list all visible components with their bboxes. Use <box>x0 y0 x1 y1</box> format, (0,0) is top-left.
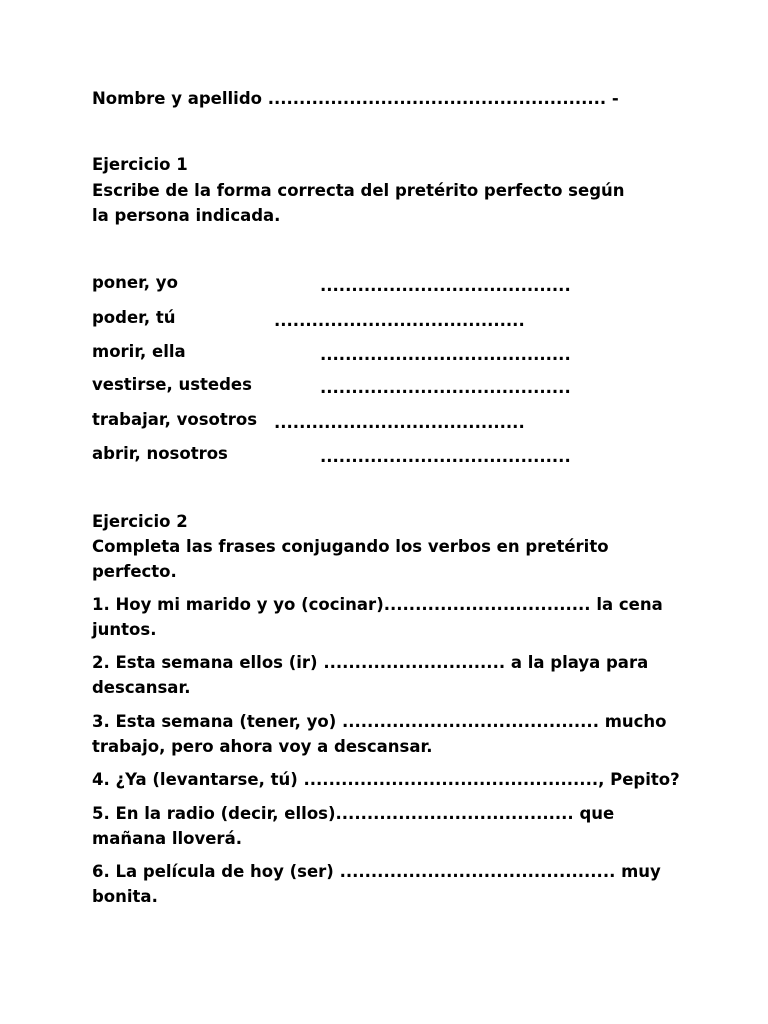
exercise2-sentence-line: bonita. <box>92 887 158 906</box>
exercise1-instruction-line-1: Escribe de la forma correcta del pretérito perfecto según <box>92 181 625 200</box>
exercise2-sentence-line: descansar. <box>92 678 191 697</box>
exercise2-sentence-line: 1. Hoy mi marido y yo (cocinar)................................. la cena <box>92 595 663 614</box>
exercise1-verb-label: vestirse, ustedes <box>92 375 252 394</box>
exercise1-answer-blank: ........................................ <box>274 311 525 330</box>
exercise1-answer-blank: ........................................ <box>274 413 525 432</box>
exercise2-sentence-line: 5. En la radio (decir, ellos)...................................... que <box>92 804 615 823</box>
exercise2-sentence-line: mañana lloverá. <box>92 829 242 848</box>
exercise1-instruction-line-2: la persona indicada. <box>92 206 281 225</box>
exercise1-answer-blank: ........................................ <box>320 447 571 466</box>
exercise1-verb-label: abrir, nosotros <box>92 444 228 463</box>
exercise1-answer-blank: ........................................ <box>320 345 571 364</box>
exercise2-sentence-line: 3. Esta semana (tener, yo) ......................................... mucho <box>92 712 667 731</box>
exercise2-sentence-line: juntos. <box>92 620 157 639</box>
exercise1-verb-label: poder, tú <box>92 308 176 327</box>
exercise1-answer-blank: ........................................ <box>320 378 571 397</box>
name-field-line: Nombre y apellido ...................................................... - <box>92 89 619 108</box>
exercise1-title: Ejercicio 1 <box>92 155 188 174</box>
exercise2-instruction-line-2: perfecto. <box>92 562 177 581</box>
exercise2-sentence-line: trabajo, pero ahora voy a descansar. <box>92 737 433 756</box>
exercise2-sentence-line: 6. La película de hoy (ser) ............................................ muy <box>92 862 661 881</box>
exercise2-title: Ejercicio 2 <box>92 512 188 531</box>
exercise1-answer-blank: ........................................ <box>320 276 571 295</box>
exercise2-sentence-line: 2. Esta semana ellos (ir) ............................. a la playa para <box>92 653 649 672</box>
exercise1-verb-label: morir, ella <box>92 342 186 361</box>
exercise1-verb-label: poner, yo <box>92 273 178 292</box>
exercise1-verb-label: trabajar, vosotros <box>92 410 258 429</box>
exercise2-sentence-line: 4. ¿Ya (levantarse, tú) ..............................................., Pepito? <box>92 770 680 789</box>
exercise2-instruction-line-1: Completa las frases conjugando los verbos en pretérito <box>92 537 609 556</box>
